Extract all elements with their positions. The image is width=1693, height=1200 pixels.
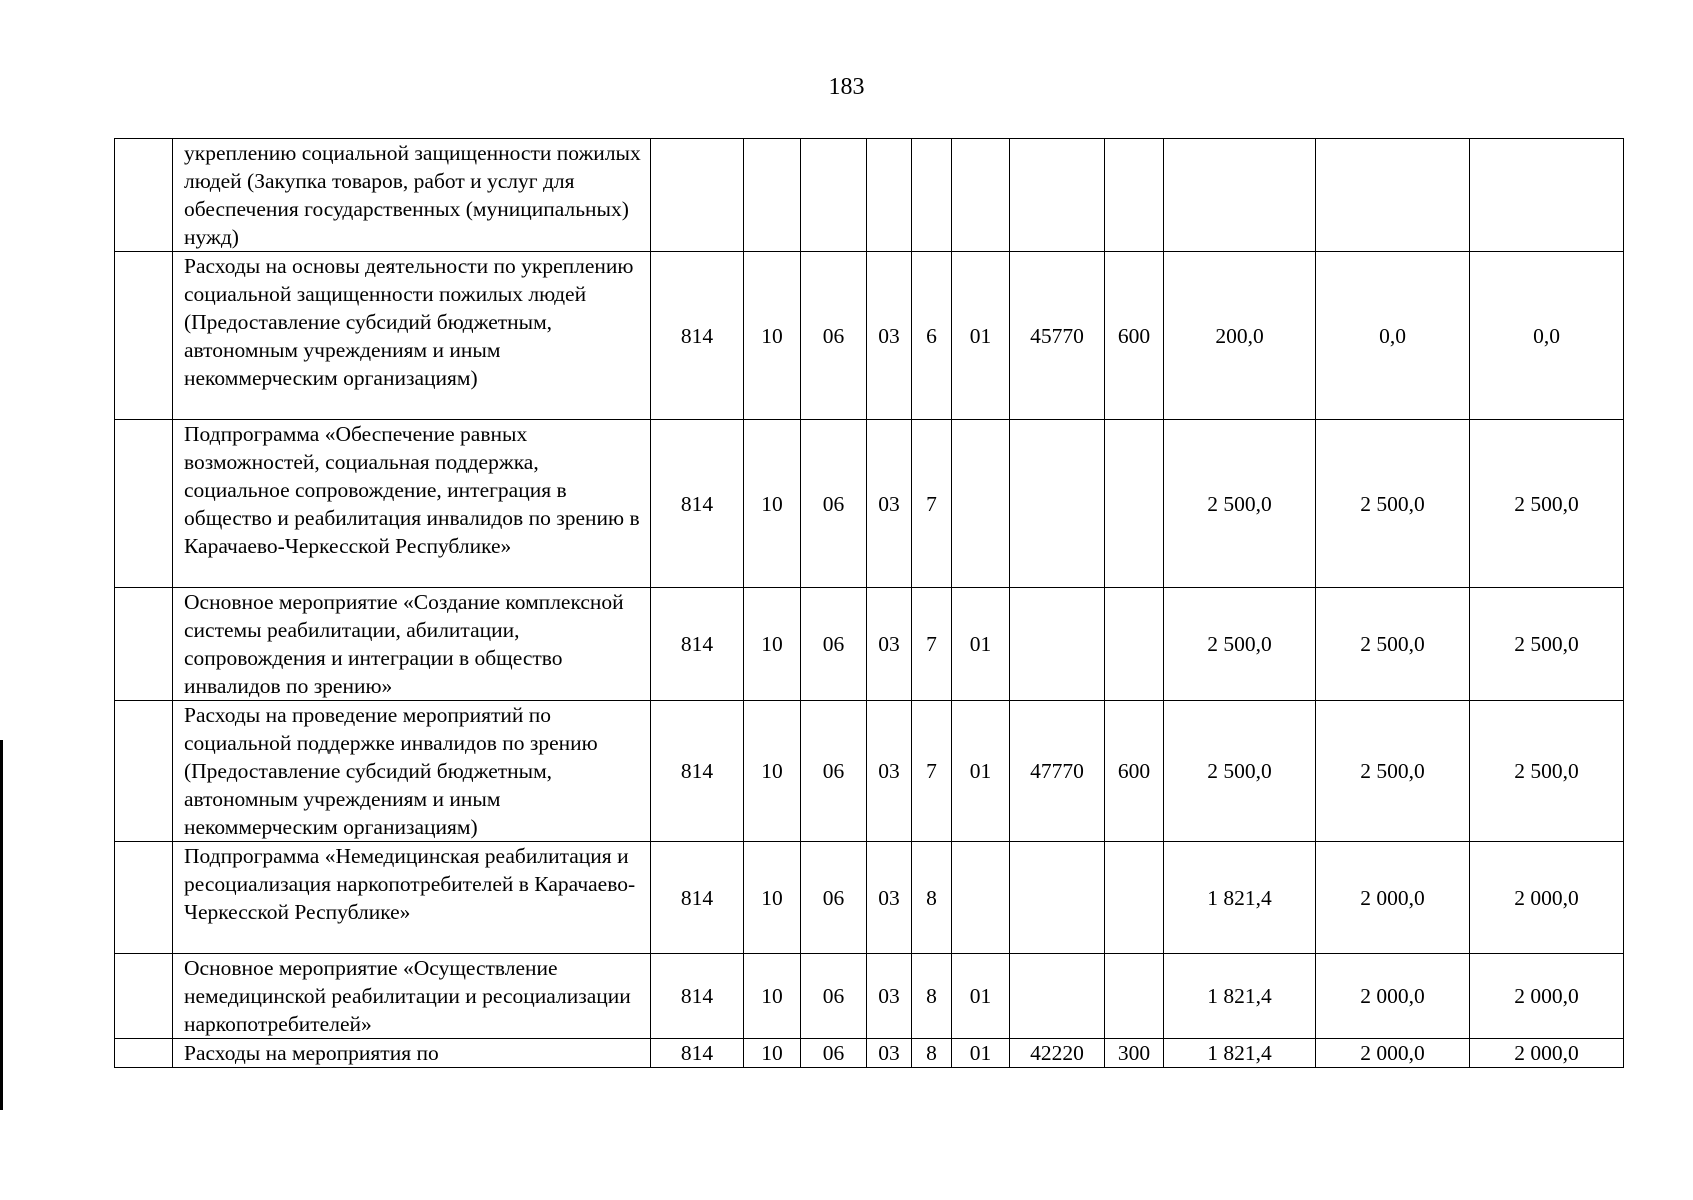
scan-edge-mark [0, 740, 3, 1110]
amount-2020-cell: 2 000,0 [1316, 954, 1470, 1039]
amount-2020-cell: 2 000,0 [1316, 842, 1470, 954]
description-cell: Основное мероприятие «Осуществление немедицинской реабилитации и ресоциализации наркопотребителей» [173, 954, 651, 1039]
section-cell [744, 139, 801, 252]
amount-2019-cell [1164, 139, 1316, 252]
subprogram-cell: 8 [912, 954, 952, 1039]
section-cell: 10 [744, 954, 801, 1039]
section-cell: 10 [744, 252, 801, 420]
expense-type-cell: 600 [1105, 701, 1164, 842]
program-cell: 03 [867, 842, 912, 954]
row-number-cell [115, 842, 173, 954]
amount-2021-cell: 2 500,0 [1470, 588, 1624, 701]
description-cell: Подпрограмма «Немедицинская реабилитация и ресоциализация наркопотребителей в Карачаево-Черкесской Республике» [173, 842, 651, 954]
program-cell: 03 [867, 588, 912, 701]
section-cell: 10 [744, 701, 801, 842]
direction-cell [1010, 139, 1105, 252]
table-row [115, 420, 1624, 588]
direction-cell [1010, 420, 1105, 588]
subsection-cell: 06 [801, 701, 867, 842]
table-row [115, 252, 1624, 420]
subprogram-cell [912, 139, 952, 252]
table-row [115, 954, 1624, 1039]
amount-2020-cell: 2 500,0 [1316, 420, 1470, 588]
amount-2019-cell: 1 821,4 [1164, 954, 1316, 1039]
subsection-cell: 06 [801, 1039, 867, 1068]
row-number-cell [115, 588, 173, 701]
code-814-cell: 814 [651, 1039, 744, 1068]
subsection-cell: 06 [801, 252, 867, 420]
amount-2021-cell: 0,0 [1470, 252, 1624, 420]
subprogram-cell: 8 [912, 1039, 952, 1068]
table-row [115, 1039, 1624, 1068]
description-cell: Расходы на основы деятельности по укреплению социальной защищенности пожилых людей (Предоставление субсидий бюджетным, автономным учреждениям и иным некоммерческим организациям) [173, 252, 651, 420]
amount-2020-cell [1316, 139, 1470, 252]
direction-cell: 42220 [1010, 1039, 1105, 1068]
direction-cell: 45770 [1010, 252, 1105, 420]
amount-2020-cell: 2 000,0 [1316, 1039, 1470, 1068]
program-cell: 03 [867, 252, 912, 420]
program-cell: 03 [867, 954, 912, 1039]
event-cell: 01 [952, 954, 1010, 1039]
amount-2020-cell: 2 500,0 [1316, 588, 1470, 701]
expense-type-cell [1105, 588, 1164, 701]
expense-type-cell [1105, 139, 1164, 252]
table-row [115, 701, 1624, 842]
subprogram-cell: 6 [912, 252, 952, 420]
subsection-cell: 06 [801, 588, 867, 701]
section-cell: 10 [744, 420, 801, 588]
amount-2021-cell: 2 500,0 [1470, 420, 1624, 588]
section-cell: 10 [744, 1039, 801, 1068]
code-814-cell: 814 [651, 252, 744, 420]
amount-2021-cell: 2 500,0 [1470, 701, 1624, 842]
row-number-cell [115, 954, 173, 1039]
subsection-cell [801, 139, 867, 252]
table-row [115, 139, 1624, 252]
direction-cell [1010, 842, 1105, 954]
event-cell [952, 139, 1010, 252]
section-cell: 10 [744, 842, 801, 954]
row-number-cell [115, 1039, 173, 1068]
description-cell: укреплению социальной защищенности пожилых людей (Закупка товаров, работ и услуг для обеспечения государственных (муниципальных) нужд) [173, 139, 651, 252]
amount-2019-cell: 2 500,0 [1164, 420, 1316, 588]
event-cell: 01 [952, 701, 1010, 842]
direction-cell [1010, 954, 1105, 1039]
program-cell [867, 139, 912, 252]
table-row [115, 842, 1624, 954]
direction-cell: 47770 [1010, 701, 1105, 842]
subsection-cell: 06 [801, 842, 867, 954]
code-814-cell: 814 [651, 588, 744, 701]
subsection-cell: 06 [801, 954, 867, 1039]
row-number-cell [115, 420, 173, 588]
expense-type-cell [1105, 842, 1164, 954]
description-cell: Подпрограмма «Обеспечение равных возможностей, социальная поддержка, социальное сопровождение, интеграция в общество и реабилитация инвалидов по зрению в Карачаево-Черкесской Республике» [173, 420, 651, 588]
program-cell: 03 [867, 1039, 912, 1068]
code-814-cell: 814 [651, 701, 744, 842]
amount-2019-cell: 2 500,0 [1164, 588, 1316, 701]
amount-2021-cell: 2 000,0 [1470, 1039, 1624, 1068]
program-cell: 03 [867, 701, 912, 842]
row-number-cell [115, 252, 173, 420]
code-814-cell: 814 [651, 954, 744, 1039]
event-cell: 01 [952, 252, 1010, 420]
amount-2019-cell: 1 821,4 [1164, 842, 1316, 954]
program-cell: 03 [867, 420, 912, 588]
expense-type-cell: 600 [1105, 252, 1164, 420]
section-cell: 10 [744, 588, 801, 701]
amount-2020-cell: 2 500,0 [1316, 701, 1470, 842]
event-cell [952, 420, 1010, 588]
row-number-cell [115, 139, 173, 252]
table-row [115, 588, 1624, 701]
row-number-cell [115, 701, 173, 842]
event-cell: 01 [952, 588, 1010, 701]
code-814-cell: 814 [651, 842, 744, 954]
code-814-cell [651, 139, 744, 252]
amount-2021-cell: 2 000,0 [1470, 842, 1624, 954]
code-814-cell: 814 [651, 420, 744, 588]
description-cell: Основное мероприятие «Создание комплексной системы реабилитации, абилитации, сопровождения и интеграции в общество инвалидов по зрению» [173, 588, 651, 701]
direction-cell [1010, 588, 1105, 701]
amount-2020-cell: 0,0 [1316, 252, 1470, 420]
expense-type-cell [1105, 420, 1164, 588]
amount-2019-cell: 200,0 [1164, 252, 1316, 420]
subprogram-cell: 7 [912, 701, 952, 842]
budget-table [114, 138, 1624, 1068]
amount-2019-cell: 1 821,4 [1164, 1039, 1316, 1068]
amount-2021-cell [1470, 139, 1624, 252]
amount-2019-cell: 2 500,0 [1164, 701, 1316, 842]
expense-type-cell: 300 [1105, 1039, 1164, 1068]
expense-type-cell [1105, 954, 1164, 1039]
event-cell [952, 842, 1010, 954]
amount-2021-cell: 2 000,0 [1470, 954, 1624, 1039]
description-cell: Расходы на проведение мероприятий по социальной поддержке инвалидов по зрению (Предоставление субсидий бюджетным, автономным учреждениям и иным некоммерческим организациям) [173, 701, 651, 842]
event-cell: 01 [952, 1039, 1010, 1068]
subprogram-cell: 7 [912, 420, 952, 588]
subprogram-cell: 7 [912, 588, 952, 701]
subprogram-cell: 8 [912, 842, 952, 954]
description-cell: Расходы на мероприятия по [173, 1039, 651, 1068]
page-number: 183 [828, 74, 865, 100]
subsection-cell: 06 [801, 420, 867, 588]
